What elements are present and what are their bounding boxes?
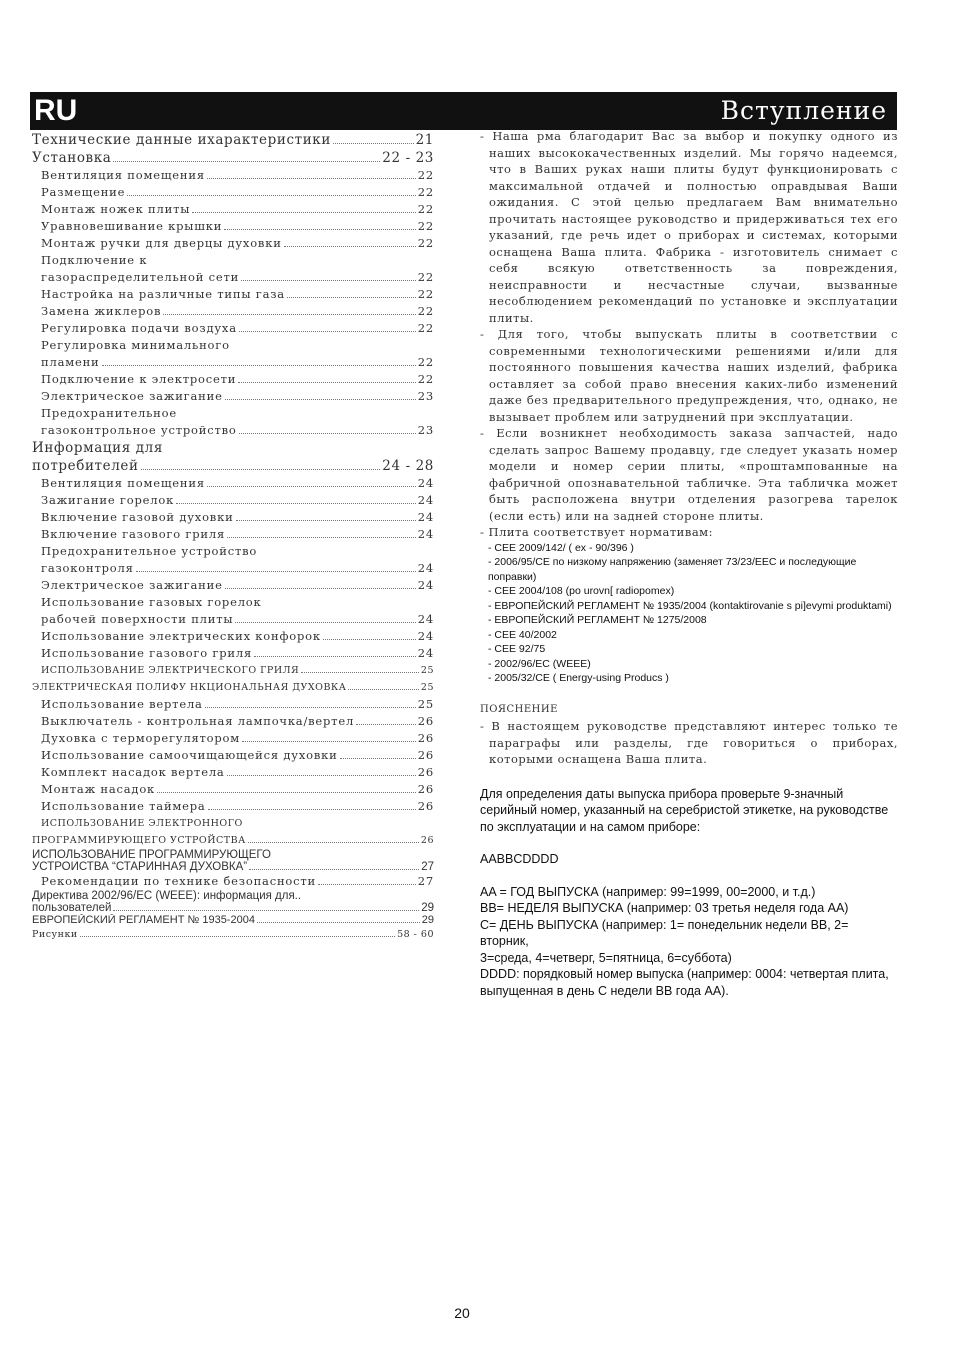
norm-item: - CEE 92/75 [488, 643, 546, 655]
toc-entry [32, 611, 434, 628]
toc-leader-dots [239, 433, 416, 434]
toc-entry [32, 475, 434, 492]
toc-entry-page: 22 [417, 202, 434, 216]
toc-leader-dots [113, 910, 419, 911]
toc-entry [32, 526, 434, 543]
toc-entry: Предохранительное [41, 406, 177, 420]
toc-entry: Информация для [32, 440, 163, 456]
code-aa: AA = ГОД ВЫПУСКА (например: 99=1999, 00=2000, и т.д.) [480, 884, 816, 899]
toc-entry-title: газоконтрольное устройство [41, 423, 237, 437]
toc-leader-dots [242, 741, 416, 742]
toc-entry-page: 22 [417, 219, 434, 233]
toc-leader-dots [236, 520, 416, 521]
toc-entry-title: Использование газового гриля [41, 646, 253, 660]
toc-entry-title: Использование самоочищающейся духовки [41, 748, 338, 762]
toc-entry-title: Уравновешивание крышки [41, 219, 223, 233]
toc-entry-page: 23 [417, 389, 434, 403]
section-banner [30, 92, 897, 130]
toc-entry: Подключение к [41, 253, 148, 267]
toc-entry-title: Подключение к электросети [41, 372, 237, 386]
toc-entry [32, 747, 434, 764]
toc-entry [32, 577, 434, 594]
note-heading: ПОЯСНЕНИЕ [480, 703, 558, 715]
toc-entry-title: Включение газовой духовки [41, 510, 234, 524]
toc-entry-page: 26 [417, 714, 434, 728]
norms-label: - Плита соответствует нормативам: [480, 525, 714, 539]
toc-leader-dots [102, 365, 416, 366]
toc-leader-dots [227, 775, 416, 776]
toc-leader-dots [239, 331, 416, 332]
toc-leader-dots [136, 571, 416, 572]
toc-entry: Регулировка минимального [41, 338, 230, 352]
code-c-cont: 3=среда, 4=четверг, 5=пятница, 6=суббота) [480, 950, 732, 965]
toc-leader-dots [227, 537, 416, 538]
toc-leader-dots [301, 672, 419, 673]
toc-entry-page: 26 [417, 765, 434, 779]
language-code: RU [34, 94, 78, 127]
toc-entry-page: 26 [420, 835, 434, 846]
norm-item: - 2002/96/EC (WEEE) [488, 657, 591, 670]
toc-entry [32, 873, 434, 890]
toc-entry-page: 26 [417, 782, 434, 796]
toc-entry-title: Электрическое зажигание [41, 389, 223, 403]
toc-entry-title: Монтаж ручки для дверцы духовки [41, 236, 282, 250]
toc-entry-page: 24 [417, 561, 434, 575]
toc-entry-title: Духовка с терморегулятором [41, 731, 241, 745]
toc-entry [32, 354, 434, 371]
toc-entry [32, 696, 434, 713]
toc-entry: Использование газовых горелок [41, 595, 262, 609]
toc-entry [32, 371, 434, 388]
toc-entry [32, 422, 434, 439]
toc-entry-page: 23 [417, 423, 434, 437]
toc-entry [32, 832, 434, 849]
toc-leader-dots [113, 161, 380, 162]
toc-entry-title: Настройка на различные типы газа [41, 287, 285, 301]
toc-entry-page: 22 [417, 270, 434, 284]
toc-entry-page: 22 [417, 185, 434, 199]
norm-item: - CEE 2009/142/ ( ex - 90/396 ) [488, 541, 634, 554]
toc-entry [32, 914, 434, 926]
toc-leader-dots [257, 922, 420, 923]
toc-entry: ИСПОЛЬЗОВАНИЕ ПРОГРАММИРУЮЩЕГО [32, 849, 271, 861]
toc-entry-title: пользователей [32, 902, 112, 914]
toc-entry-title: Электрическое зажигание [41, 578, 223, 592]
norms-list [480, 541, 898, 686]
toc-entry-title: УСТРОЙСТВА “СТАРИННАЯ ДУХОВКА” [32, 861, 248, 873]
toc-entry-page: 29 [421, 902, 434, 914]
toc-entry [32, 902, 434, 914]
toc-entry-page: 25 [420, 665, 434, 676]
toc-entry-title: газоконтроля [41, 561, 134, 575]
toc-entry-page: 22 [417, 287, 434, 301]
toc-entry-page: 26 [417, 799, 434, 813]
intro-column [480, 128, 898, 999]
toc-entry-page: 26 [417, 731, 434, 745]
toc-leader-dots [157, 792, 416, 793]
toc-entry-page: 29 [421, 914, 434, 926]
toc-entry [32, 149, 434, 167]
toc-entry-title: потребителей [32, 458, 139, 474]
norm-item: - CEE 2004/108 (po urovn[ radiopomex) [488, 585, 675, 597]
toc-entry [32, 286, 434, 303]
toc-entry-title: Рисунки [32, 929, 78, 940]
toc-entry: ИСПОЛЬЗОВАНИЕ ЭЛЕКТРОННОГО [41, 818, 243, 829]
toc-entry-title: Включение газового гриля [41, 527, 226, 541]
toc-entry [32, 713, 434, 730]
toc-leader-dots [80, 936, 395, 937]
norm-item: - ЕВРОПЕЙСКИЙ РЕГЛАМЕНТ № 1935/2004 (kontaktirovanie s pi]evymi produktami) [488, 599, 892, 612]
toc-entry [32, 457, 434, 475]
toc-entry-title: Комплект насадок вертела [41, 765, 225, 779]
toc-entry-page: 27 [421, 861, 434, 873]
toc-entry-page: 26 [417, 748, 434, 762]
toc-entry-title: Технические данные ихарактеристики [32, 132, 331, 148]
toc-leader-dots [225, 588, 416, 589]
toc-entry-page: 22 [417, 304, 434, 318]
toc-entry [32, 320, 434, 337]
toc-leader-dots [127, 195, 416, 196]
toc-entry-page: 22 - 23 [382, 150, 434, 166]
toc-leader-dots [208, 809, 416, 810]
toc-entry-title: Регулировка подачи воздуха [41, 321, 237, 335]
toc-entry [32, 131, 434, 149]
toc-leader-dots [340, 758, 416, 759]
intro-paragraph-thanks: - Наша рма благодарит Вас за выбор и покупку одного из наших высококачественных изделий. Мы горячо надеемся, что в Ваших руках наши плиты будут функционировать с максимальной отдачей и полностью оправдывая Ваши ожидания. С этой целью предлагаем Вам внимательно прочитать настоящее руководство и придерживаться тех его указаний, где речь идет о приборах и системах, которыми оснащена Ваша плита. Фабрика - изготовитель снимает с себя всякую ответственность за повреждения, неисправности и несчастные случаи, вызванные несоблюдением рекомендаций по установке и эксплуатации плиты. [480, 129, 898, 325]
toc-entry-page: 21 [415, 132, 434, 148]
toc-leader-dots [249, 869, 419, 870]
toc-entry-page: 24 [417, 493, 434, 507]
intro-paragraph-changes: - Для того, чтобы выпускать плиты в соответствии с современными технологическими решениями и/или для постоянного повышения качества наших изделий, фабрика оставляет за собой право внесения каких-либо изменений даже без предварительного предупреждения, что, однако, не вызывает проблем или затруднений при эксплуатации. [480, 327, 898, 424]
toc-entry-title: Использование вертела [41, 697, 203, 711]
section-title: Вступление [720, 96, 887, 125]
toc-entry [32, 679, 434, 696]
toc-leader-dots [284, 246, 416, 247]
toc-entry [32, 861, 434, 873]
toc-entry-title: Выключатель - контрольная лампочка/вертел [41, 714, 355, 728]
note-text: - В настоящем руководстве представляют интерес только те параграфы или разделы, где говориться о приборах, которыми оснащена Ваша плита. [480, 719, 898, 766]
toc-entry-page: 24 [417, 476, 434, 490]
toc-entry-page: 25 [420, 682, 434, 693]
toc-entry-page: 24 [417, 578, 434, 592]
toc-entry-page: 27 [417, 874, 434, 888]
toc-entry [32, 781, 434, 798]
toc-leader-dots [176, 503, 416, 504]
toc-entry [32, 645, 434, 662]
toc-leader-dots [141, 469, 381, 470]
toc-entry [32, 269, 434, 286]
toc-entry-title: газораспределительной сети [41, 270, 240, 284]
intro-paragraph-spare-parts: - Если возникнет необходимость заказа запчастей, надо сделать запрос Вашему продавцу, где следует указать номер модели и номер серии плиты, «проштампованные на фабричной опознавательной табличке. Эта табличка может быть расположена внутри отделения разогрева тарелок (если есть) или на задней стороне плиты. [480, 426, 898, 523]
toc-entry-title: Размещение [41, 185, 126, 199]
toc-leader-dots [224, 229, 416, 230]
norm-item: - 2005/32/CE ( Energy-using Producs ) [488, 672, 669, 684]
toc-entry [32, 662, 434, 679]
code-c: C= ДЕНЬ ВЫПУСКА (например: 1= понедельник недели BB, 2= вторник, [480, 917, 849, 948]
toc-entry [32, 201, 434, 218]
toc-entry [32, 509, 434, 526]
toc-leader-dots [318, 884, 416, 885]
toc-entry-title: Зажигание горелок [41, 493, 175, 507]
toc-leader-dots [348, 689, 418, 690]
toc-entry-title: Замена жиклеров [41, 304, 162, 318]
toc-entry-page: 25 [417, 697, 434, 711]
toc-leader-dots [241, 280, 416, 281]
toc-entry [32, 218, 434, 235]
toc-entry-title: Установка [32, 150, 112, 166]
toc-entry-page: 24 - 28 [382, 458, 434, 474]
toc-entry [32, 235, 434, 252]
toc-entry: Предохранительное устройство [41, 544, 258, 558]
toc-entry-page: 24 [417, 646, 434, 660]
toc-leader-dots [323, 639, 416, 640]
toc-leader-dots [356, 724, 416, 725]
toc-entry [32, 303, 434, 320]
toc-entry-title: Монтаж насадок [41, 782, 156, 796]
toc-entry-page: 24 [417, 612, 434, 626]
toc-leader-dots [163, 314, 416, 315]
toc-entry [32, 730, 434, 747]
norm-item: - ЕВРОПЕЙСКИЙ РЕГЛАМЕНТ № 1275/2008 [488, 614, 707, 626]
toc-entry-title: ЕВРОПЕЙСКИЙ РЕГЛАМЕНТ № 1935-2004 [32, 914, 255, 926]
toc-leader-dots [207, 486, 416, 487]
toc-leader-dots [235, 622, 415, 623]
norm-item: - 2006/95/CE по низкому напряжению (заменяет 73/23/EEC и последующие поправки) [488, 556, 857, 583]
toc-entry-title: Вентиляция помещения [41, 476, 205, 490]
date-info-intro: Для определения даты выпуска прибора проверьте 9-значный серийный номер, указанный на серебристой этикетке, на руководстве по эксплуатации и на самом приборе: [480, 786, 889, 834]
toc-entry-title: рабочей поверхности плиты [41, 612, 234, 626]
toc-leader-dots [205, 707, 416, 708]
toc-entry-title: ЭЛЕКТРИЧЕСКАЯ ПОЛИФУ НКЦИОНАЛЬНАЯ ДУХОВКА [32, 682, 347, 693]
toc-entry-page: 22 [417, 355, 434, 369]
toc-entry-page: 58 - 60 [397, 929, 434, 940]
toc-entry-title: пламени [41, 355, 100, 369]
toc-entry [32, 184, 434, 201]
toc-entry-title: Вентиляция помещения [41, 168, 205, 182]
toc-entry [32, 167, 434, 184]
toc-leader-dots [287, 297, 416, 298]
toc-entry-page: 24 [417, 510, 434, 524]
page-number: 20 [454, 1305, 470, 1321]
toc-entry-title: Использование таймера [41, 799, 206, 813]
toc-entry [32, 560, 434, 577]
toc-entry [32, 764, 434, 781]
toc-leader-dots [248, 842, 419, 843]
toc-entry-title: Использование электрических конфорок [41, 629, 321, 643]
toc-entry: Директива 2002/96/EC (WEEE): информация для.. [32, 890, 302, 902]
toc-entry-page: 22 [417, 372, 434, 386]
code-dddd: DDDD: порядковый номер выпуска (например: 0004: четвертая плита, выпущенная в день С недели BB года AA). [480, 967, 889, 998]
toc-entry [32, 388, 434, 405]
code-bb: BB= НЕДЕЛЯ ВЫПУСКА (например: 03 третья неделя года AA) [480, 901, 849, 915]
toc-entry [32, 492, 434, 509]
toc-entry [32, 926, 434, 943]
toc-leader-dots [225, 399, 416, 400]
toc-leader-dots [207, 178, 416, 179]
toc-entry-title: Рекомендации по технике безопасности [41, 874, 317, 888]
serial-code-format: AABBCDDDD [480, 852, 559, 866]
toc-entry-title: ИСПОЛЬЗОВАНИЕ ЭЛЕКТРИЧЕСКОГО ГРИЛЯ [41, 665, 300, 676]
production-date-info [480, 786, 898, 1000]
toc-entry-page: 24 [417, 527, 434, 541]
toc-leader-dots [192, 212, 416, 213]
toc-entry-page: 22 [417, 321, 434, 335]
toc-entry-page: 22 [417, 236, 434, 250]
toc-entry-page: 24 [417, 629, 434, 643]
toc-leader-dots [238, 382, 416, 383]
norm-item: - CEE 40/2002 [488, 628, 557, 641]
toc-entry [32, 628, 434, 645]
toc-leader-dots [333, 143, 414, 144]
toc-entry [32, 798, 434, 815]
toc-leader-dots [254, 656, 416, 657]
toc-entry-page: 22 [417, 168, 434, 182]
table-of-contents [32, 131, 434, 943]
toc-entry-title: ПРОГРАММИРУЮЩЕГО УСТРОЙСТВА [32, 835, 246, 846]
toc-entry-title: Монтаж ножек плиты [41, 202, 191, 216]
